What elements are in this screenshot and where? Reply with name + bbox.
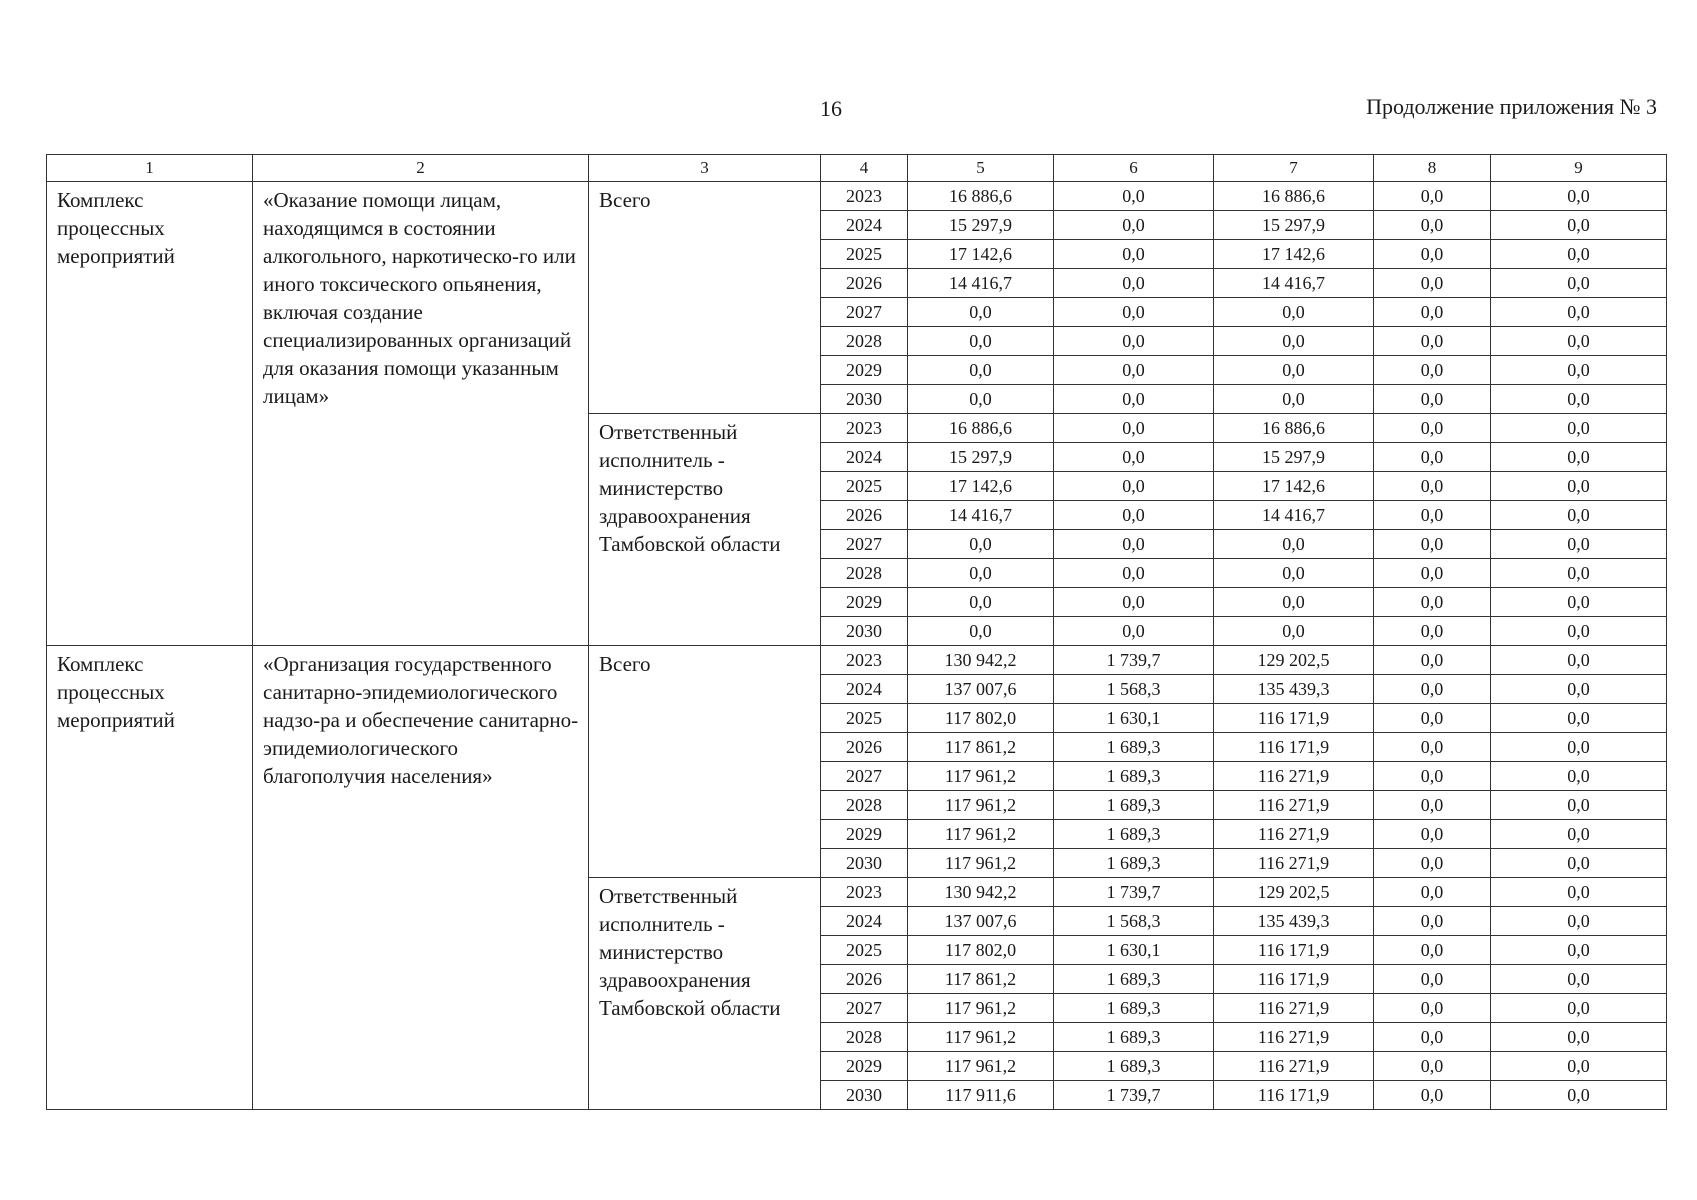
federal-cell: 0,0: [1054, 501, 1214, 530]
extra-cell: 0,0: [1491, 849, 1667, 878]
extra-cell: 0,0: [1491, 211, 1667, 240]
local-cell: 0,0: [1374, 1023, 1491, 1052]
local-cell: 0,0: [1374, 704, 1491, 733]
year-cell: 2023: [821, 646, 908, 675]
regional-cell: 15 297,9: [1214, 443, 1374, 472]
group-label: Всего: [589, 646, 821, 878]
funding-table: [46, 154, 1667, 1110]
regional-cell: 116 271,9: [1214, 1052, 1374, 1081]
total-cell: 117 802,0: [908, 936, 1054, 965]
total-cell: 117 911,6: [908, 1081, 1054, 1110]
total-cell: 130 942,2: [908, 878, 1054, 907]
extra-cell: 0,0: [1491, 1023, 1667, 1052]
column-number-5: 5: [908, 155, 1054, 182]
federal-cell: 1 630,1: [1054, 704, 1214, 733]
federal-cell: 1 689,3: [1054, 762, 1214, 791]
column-number-9: 9: [1491, 155, 1667, 182]
federal-cell: 1 568,3: [1054, 907, 1214, 936]
year-cell: 2025: [821, 704, 908, 733]
extra-cell: 0,0: [1491, 530, 1667, 559]
regional-cell: 129 202,5: [1214, 878, 1374, 907]
regional-cell: 14 416,7: [1214, 501, 1374, 530]
extra-cell: 0,0: [1491, 762, 1667, 791]
column-number-3: 3: [589, 155, 821, 182]
local-cell: 0,0: [1374, 762, 1491, 791]
extra-cell: 0,0: [1491, 182, 1667, 211]
regional-cell: 0,0: [1214, 530, 1374, 559]
extra-cell: 0,0: [1491, 1081, 1667, 1110]
section-name: «Оказание помощи лицам, находящимся в состоянии алкогольного, наркотическо-го или иного токсического опьянения, включая создание специализированных организаций для оказания помощи указанным лицам»: [253, 182, 589, 646]
extra-cell: 0,0: [1491, 646, 1667, 675]
federal-cell: 1 689,3: [1054, 965, 1214, 994]
federal-cell: 1 739,7: [1054, 878, 1214, 907]
local-cell: 0,0: [1374, 646, 1491, 675]
section-type: Комплекс процессных мероприятий: [47, 646, 253, 1110]
column-number-1: 1: [47, 155, 253, 182]
federal-cell: 0,0: [1054, 530, 1214, 559]
total-cell: 0,0: [908, 356, 1054, 385]
year-cell: 2028: [821, 1023, 908, 1052]
local-cell: 0,0: [1374, 965, 1491, 994]
year-cell: 2025: [821, 936, 908, 965]
continuation-header: Продолжение приложения № 3: [1366, 94, 1657, 119]
regional-cell: 116 171,9: [1214, 936, 1374, 965]
year-cell: 2027: [821, 994, 908, 1023]
year-cell: 2030: [821, 1081, 908, 1110]
column-number-6: 6: [1054, 155, 1214, 182]
federal-cell: 0,0: [1054, 211, 1214, 240]
local-cell: 0,0: [1374, 936, 1491, 965]
page-number: 16: [820, 96, 842, 121]
extra-cell: 0,0: [1491, 994, 1667, 1023]
regional-cell: 116 271,9: [1214, 994, 1374, 1023]
group-label: Ответственный исполнитель - министерство здравоохранения Тамбовской области: [589, 414, 821, 646]
federal-cell: 0,0: [1054, 327, 1214, 356]
federal-cell: 1 739,7: [1054, 646, 1214, 675]
federal-cell: 0,0: [1054, 617, 1214, 646]
local-cell: 0,0: [1374, 269, 1491, 298]
regional-cell: 15 297,9: [1214, 211, 1374, 240]
total-cell: 117 961,2: [908, 762, 1054, 791]
year-cell: 2030: [821, 849, 908, 878]
federal-cell: 1 739,7: [1054, 1081, 1214, 1110]
extra-cell: 0,0: [1491, 559, 1667, 588]
regional-cell: 0,0: [1214, 617, 1374, 646]
extra-cell: 0,0: [1491, 617, 1667, 646]
total-cell: 117 961,2: [908, 820, 1054, 849]
regional-cell: 135 439,3: [1214, 675, 1374, 704]
regional-cell: 16 886,6: [1214, 182, 1374, 211]
local-cell: 0,0: [1374, 298, 1491, 327]
total-cell: 0,0: [908, 617, 1054, 646]
year-cell: 2025: [821, 240, 908, 269]
local-cell: 0,0: [1374, 240, 1491, 269]
year-cell: 2026: [821, 501, 908, 530]
local-cell: 0,0: [1374, 385, 1491, 414]
year-cell: 2028: [821, 791, 908, 820]
extra-cell: 0,0: [1491, 443, 1667, 472]
federal-cell: 0,0: [1054, 356, 1214, 385]
year-cell: 2030: [821, 385, 908, 414]
regional-cell: 17 142,6: [1214, 240, 1374, 269]
total-cell: 117 961,2: [908, 1023, 1054, 1052]
year-cell: 2026: [821, 965, 908, 994]
regional-cell: 116 171,9: [1214, 965, 1374, 994]
federal-cell: 1 689,3: [1054, 849, 1214, 878]
total-cell: 0,0: [908, 327, 1054, 356]
total-cell: 117 861,2: [908, 733, 1054, 762]
extra-cell: 0,0: [1491, 878, 1667, 907]
year-cell: 2029: [821, 1052, 908, 1081]
regional-cell: 116 271,9: [1214, 820, 1374, 849]
regional-cell: 17 142,6: [1214, 472, 1374, 501]
total-cell: 117 961,2: [908, 791, 1054, 820]
year-cell: 2024: [821, 675, 908, 704]
column-number-8: 8: [1374, 155, 1491, 182]
local-cell: 0,0: [1374, 994, 1491, 1023]
extra-cell: 0,0: [1491, 675, 1667, 704]
year-cell: 2029: [821, 588, 908, 617]
local-cell: 0,0: [1374, 211, 1491, 240]
local-cell: 0,0: [1374, 356, 1491, 385]
local-cell: 0,0: [1374, 559, 1491, 588]
local-cell: 0,0: [1374, 849, 1491, 878]
extra-cell: 0,0: [1491, 588, 1667, 617]
federal-cell: 1 630,1: [1054, 936, 1214, 965]
regional-cell: 116 271,9: [1214, 791, 1374, 820]
total-cell: 130 942,2: [908, 646, 1054, 675]
total-cell: 117 961,2: [908, 1052, 1054, 1081]
extra-cell: 0,0: [1491, 501, 1667, 530]
regional-cell: 14 416,7: [1214, 269, 1374, 298]
extra-cell: 0,0: [1491, 414, 1667, 443]
column-number-2: 2: [253, 155, 589, 182]
year-cell: 2024: [821, 211, 908, 240]
group-label: Всего: [589, 182, 821, 414]
total-cell: 0,0: [908, 530, 1054, 559]
federal-cell: 0,0: [1054, 472, 1214, 501]
year-cell: 2026: [821, 733, 908, 762]
federal-cell: 1 689,3: [1054, 1023, 1214, 1052]
year-cell: 2023: [821, 182, 908, 211]
regional-cell: 0,0: [1214, 356, 1374, 385]
year-cell: 2025: [821, 472, 908, 501]
total-cell: 16 886,6: [908, 182, 1054, 211]
extra-cell: 0,0: [1491, 1052, 1667, 1081]
total-cell: 0,0: [908, 559, 1054, 588]
total-cell: 137 007,6: [908, 907, 1054, 936]
extra-cell: 0,0: [1491, 240, 1667, 269]
local-cell: 0,0: [1374, 182, 1491, 211]
total-cell: 14 416,7: [908, 269, 1054, 298]
year-cell: 2027: [821, 762, 908, 791]
total-cell: 15 297,9: [908, 211, 1054, 240]
year-cell: 2023: [821, 414, 908, 443]
federal-cell: 0,0: [1054, 240, 1214, 269]
local-cell: 0,0: [1374, 472, 1491, 501]
federal-cell: 1 689,3: [1054, 1052, 1214, 1081]
year-cell: 2023: [821, 878, 908, 907]
total-cell: 117 961,2: [908, 994, 1054, 1023]
extra-cell: 0,0: [1491, 472, 1667, 501]
local-cell: 0,0: [1374, 327, 1491, 356]
regional-cell: 16 886,6: [1214, 414, 1374, 443]
year-cell: 2024: [821, 443, 908, 472]
federal-cell: 0,0: [1054, 414, 1214, 443]
local-cell: 0,0: [1374, 791, 1491, 820]
regional-cell: 116 271,9: [1214, 762, 1374, 791]
local-cell: 0,0: [1374, 675, 1491, 704]
local-cell: 0,0: [1374, 443, 1491, 472]
year-cell: 2028: [821, 327, 908, 356]
local-cell: 0,0: [1374, 414, 1491, 443]
year-cell: 2029: [821, 356, 908, 385]
total-cell: 17 142,6: [908, 472, 1054, 501]
total-cell: 117 861,2: [908, 965, 1054, 994]
total-cell: 17 142,6: [908, 240, 1054, 269]
local-cell: 0,0: [1374, 1081, 1491, 1110]
section-name: «Организация государственного санитарно-эпидемиологического надзо-ра и обеспечение санитарно-эпидемиологического благополучия населения»: [253, 646, 589, 1110]
local-cell: 0,0: [1374, 530, 1491, 559]
extra-cell: 0,0: [1491, 791, 1667, 820]
extra-cell: 0,0: [1491, 327, 1667, 356]
extra-cell: 0,0: [1491, 298, 1667, 327]
column-number-row: [47, 155, 1667, 182]
group-label: Ответственный исполнитель - министерство здравоохранения Тамбовской области: [589, 878, 821, 1110]
total-cell: 14 416,7: [908, 501, 1054, 530]
extra-cell: 0,0: [1491, 965, 1667, 994]
federal-cell: 1 689,3: [1054, 733, 1214, 762]
year-cell: 2027: [821, 298, 908, 327]
extra-cell: 0,0: [1491, 704, 1667, 733]
federal-cell: 0,0: [1054, 588, 1214, 617]
section-type: Комплекс процессных мероприятий: [47, 182, 253, 646]
total-cell: 16 886,6: [908, 414, 1054, 443]
extra-cell: 0,0: [1491, 356, 1667, 385]
table-row: [47, 182, 1667, 211]
regional-cell: 116 171,9: [1214, 1081, 1374, 1110]
year-cell: 2026: [821, 269, 908, 298]
federal-cell: 0,0: [1054, 269, 1214, 298]
year-cell: 2028: [821, 559, 908, 588]
federal-cell: 0,0: [1054, 385, 1214, 414]
extra-cell: 0,0: [1491, 820, 1667, 849]
federal-cell: 0,0: [1054, 182, 1214, 211]
federal-cell: 1 689,3: [1054, 791, 1214, 820]
local-cell: 0,0: [1374, 617, 1491, 646]
regional-cell: 0,0: [1214, 559, 1374, 588]
federal-cell: 0,0: [1054, 443, 1214, 472]
total-cell: 117 961,2: [908, 849, 1054, 878]
extra-cell: 0,0: [1491, 907, 1667, 936]
extra-cell: 0,0: [1491, 733, 1667, 762]
local-cell: 0,0: [1374, 1052, 1491, 1081]
extra-cell: 0,0: [1491, 936, 1667, 965]
local-cell: 0,0: [1374, 501, 1491, 530]
regional-cell: 0,0: [1214, 588, 1374, 617]
regional-cell: 116 171,9: [1214, 704, 1374, 733]
year-cell: 2030: [821, 617, 908, 646]
federal-cell: 0,0: [1054, 298, 1214, 327]
local-cell: 0,0: [1374, 733, 1491, 762]
federal-cell: 1 689,3: [1054, 994, 1214, 1023]
regional-cell: 0,0: [1214, 385, 1374, 414]
year-cell: 2024: [821, 907, 908, 936]
year-cell: 2029: [821, 820, 908, 849]
table-row: [47, 646, 1667, 675]
federal-cell: 0,0: [1054, 559, 1214, 588]
federal-cell: 1 689,3: [1054, 820, 1214, 849]
extra-cell: 0,0: [1491, 385, 1667, 414]
regional-cell: 116 171,9: [1214, 733, 1374, 762]
total-cell: 137 007,6: [908, 675, 1054, 704]
regional-cell: 116 271,9: [1214, 1023, 1374, 1052]
extra-cell: 0,0: [1491, 269, 1667, 298]
regional-cell: 129 202,5: [1214, 646, 1374, 675]
column-number-7: 7: [1214, 155, 1374, 182]
local-cell: 0,0: [1374, 820, 1491, 849]
regional-cell: 0,0: [1214, 298, 1374, 327]
column-number-4: 4: [821, 155, 908, 182]
total-cell: 0,0: [908, 298, 1054, 327]
regional-cell: 116 271,9: [1214, 849, 1374, 878]
local-cell: 0,0: [1374, 907, 1491, 936]
total-cell: 117 802,0: [908, 704, 1054, 733]
local-cell: 0,0: [1374, 588, 1491, 617]
total-cell: 15 297,9: [908, 443, 1054, 472]
total-cell: 0,0: [908, 385, 1054, 414]
regional-cell: 0,0: [1214, 327, 1374, 356]
year-cell: 2027: [821, 530, 908, 559]
federal-cell: 1 568,3: [1054, 675, 1214, 704]
local-cell: 0,0: [1374, 878, 1491, 907]
regional-cell: 135 439,3: [1214, 907, 1374, 936]
total-cell: 0,0: [908, 588, 1054, 617]
